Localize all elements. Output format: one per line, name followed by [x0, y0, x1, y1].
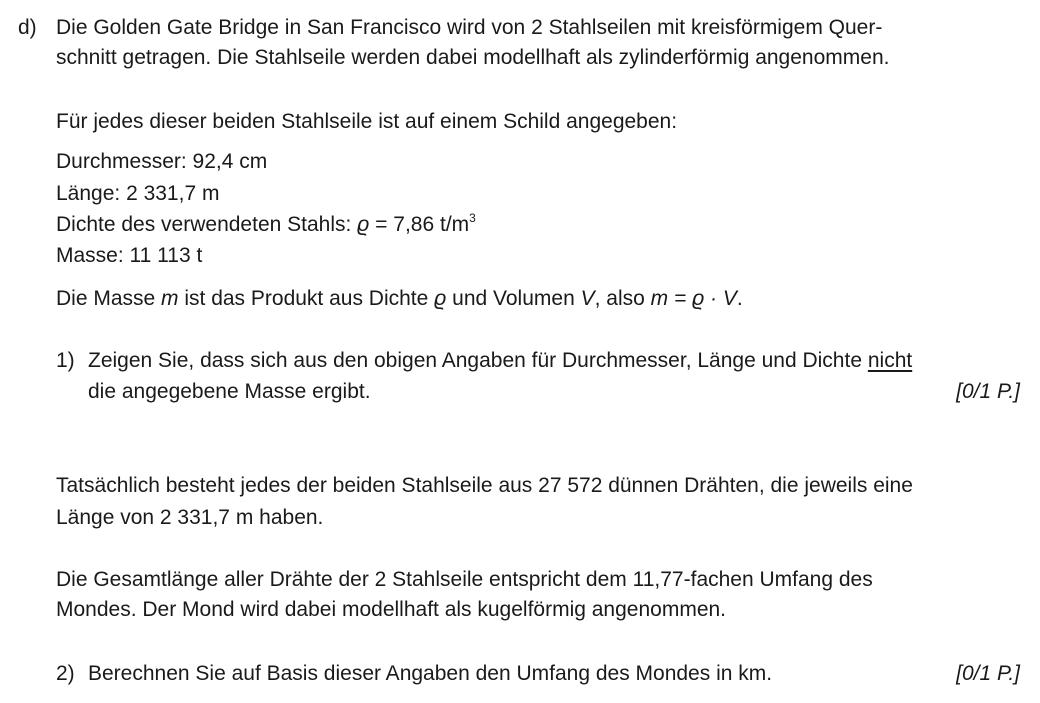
formula-equation: m = ϱ · V: [650, 287, 737, 310]
density-prefix: Dichte des verwendeten Stahls:: [56, 213, 358, 236]
spec-mass: Masse: 11 113 t: [56, 244, 203, 267]
density-exponent: 3: [469, 211, 476, 225]
spec-density: [56, 212, 476, 238]
q2-text: Berechnen Sie auf Basis dieser Angaben den Umfang des Mondes in km.: [88, 662, 773, 685]
wires-line-1: Tatsächlich besteht jedes der beiden Stahlseile aus 27 572 dünnen Drähten, die jeweils eine: [56, 474, 913, 497]
q1-line-1: [88, 348, 912, 374]
wires-line-2: Länge von 2 331,7 m haben.: [56, 506, 324, 529]
formula-p1: Die Masse: [56, 287, 162, 310]
spec-diameter: Durchmesser: 92,4 cm: [56, 150, 268, 173]
q1-number: 1): [56, 349, 75, 372]
q1-underlined-word: nicht: [867, 349, 913, 372]
moon-line-2: Mondes. Der Mond wird dabei modellhaft als kugelförmig angenommen.: [56, 598, 727, 621]
q2-points: [0/1 P.]: [956, 662, 1020, 685]
spec-length: Länge: 2 331,7 m: [56, 182, 220, 205]
formula-V: V: [580, 287, 595, 310]
q2-number: 2): [56, 662, 75, 685]
sign-intro: Für jedes dieser beiden Stahlseile ist auf einem Schild angegeben:: [56, 110, 678, 133]
q1-points: [0/1 P.]: [956, 380, 1020, 403]
formula-rho: ϱ: [434, 287, 447, 310]
q1-line-2: die angegebene Masse ergibt.: [88, 380, 371, 403]
intro-line-1: Die Golden Gate Bridge in San Francisco wird von 2 Stahlseilen mit kreisförmigem Quer-: [56, 16, 883, 39]
formula-m: m: [161, 287, 179, 310]
task-label: d): [18, 16, 37, 39]
intro-line-2: schnitt getragen. Die Stahlseile werden dabei modellhaft als zylinderförmig angenommen.: [56, 46, 890, 69]
q1-line-1-text: Zeigen Sie, dass sich aus den obigen Angaben für Durchmesser, Länge und Dichte: [88, 349, 868, 372]
formula-p5: .: [736, 287, 743, 310]
formula-p2: ist das Produkt aus Dichte: [178, 287, 435, 310]
density-symbol: ϱ: [357, 213, 370, 236]
formula-line: [56, 286, 743, 312]
formula-p4: , also: [594, 287, 651, 310]
formula-p3: und Volumen: [446, 287, 581, 310]
density-value: = 7,86 t/m: [369, 213, 470, 236]
moon-line-1: Die Gesamtlänge aller Drähte der 2 Stahlseile entspricht dem 11,77-fachen Umfang des: [56, 568, 873, 591]
